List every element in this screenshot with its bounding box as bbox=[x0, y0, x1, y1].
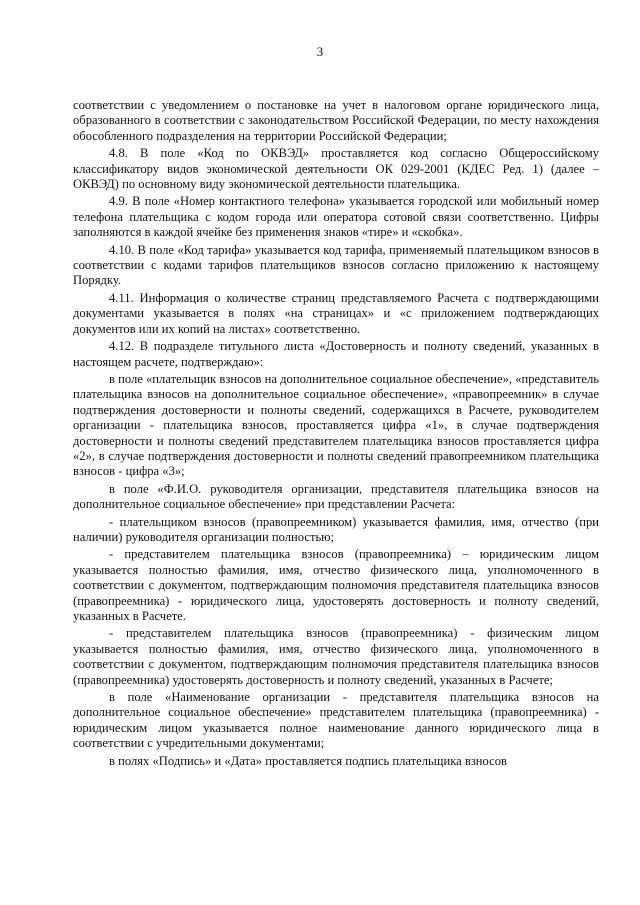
paragraph: соответствии с уведомлением о постановке на учет в налоговом органе юридического лица, образованного в соответствии с законодательством Российской Федерации, по месту нахождения обособленного подразделения на территории Российской Федерации; bbox=[73, 98, 599, 143]
paragraph: в поле «плательщик взносов на дополнительное социальное обеспечение», «представитель плательщика взносов на дополнительное социальное обеспечение», «правопреемник» в случае подтверждения достоверности и полноты сведений, содержащихся в Расчете, руководителем организации - плательщика взносов, проставляется цифра «1», в случае подтверждения достоверности и полноты сведений представителем плательщика взносов проставляется цифра «2», в случае подтверждения достоверности и полноты сведений правопреемником плательщика взносов - цифра «3»; bbox=[73, 371, 599, 479]
page-number: 3 bbox=[316, 44, 324, 59]
document-body bbox=[73, 98, 599, 771]
paragraph: 4.11. Информация о количестве страниц представляемого Расчета с подтверждающими документами указывается в полях «на страницах» и «с приложением подтверждающих документов или их копий на листах» соответственно. bbox=[73, 290, 599, 336]
paragraph: - плательщиком взносов (правопреемником) указывается фамилия, имя, отчество (при наличии) руководителя организации полностью; bbox=[73, 514, 599, 544]
paragraph: в поле «Ф.И.О. руководителя организации, представителя плательщика взносов на дополнительное социальное обеспечение» при представлении Расчета: bbox=[73, 481, 599, 512]
paragraph: 4.10. В поле «Код тарифа» указывается код тарифа, применяемый плательщиком взносов в соответствии с кодами тарифов плательщиков взносов согласно приложению к настоящему Порядку. bbox=[73, 242, 599, 288]
paragraph: - представителем плательщика взносов (правопреемника) – юридическим лицом указывается полностью фамилия, имя, отчество физического лица, уполномоченного в соответствии с документом, подтверждающим полномочия представителя плательщика взносов (правопреемника) - юридического лица, удостоверять достоверность и полноту сведений, указанных в Расчете. bbox=[73, 547, 599, 623]
paragraph: в полях «Подпись» и «Дата» проставляется подпись плательщика взносов bbox=[109, 753, 507, 768]
paragraph: в поле «Наименование организации - представителя плательщика взносов на дополнительное социальное обеспечение» представителем плательщика (правопреемника) - юридическим лицом указывается полное наименование данного юридического лица в соответствии с учредительными документами; bbox=[73, 690, 599, 751]
paragraph: 4.9. В поле «Номер контактного телефона» указывается городской или мобильный номер телефона плательщика с кодом города или оператора сотовой связи соответственно. Цифры заполняются в каждой ячейке без применения знаков «тире» и «скобка». bbox=[73, 194, 599, 240]
paragraph: 4.12. В подразделе титульного листа «Достоверность и полноту сведений, указанных в настоящем расчете, подтверждаю»: bbox=[73, 339, 599, 369]
paragraph: 4.8. В поле «Код по ОКВЭД» проставляется код согласно Общероссийскому классификатору видов экономической деятельности ОК 029-2001 (КДЕС Ред. 1) (далее – ОКВЭД) по основному виду экономической деятельности плательщика. bbox=[73, 146, 599, 192]
paragraph: - представителем плательщика взносов (правопреемника) - физическим лицом указывается полностью фамилия, имя, отчество физического лица, уполномоченного в соответствии с документом, подтверждающим полномочия представителя плательщика взносов (правопреемника) удостоверять достоверность и полноту сведений, указанных в Расчете; bbox=[73, 626, 599, 687]
